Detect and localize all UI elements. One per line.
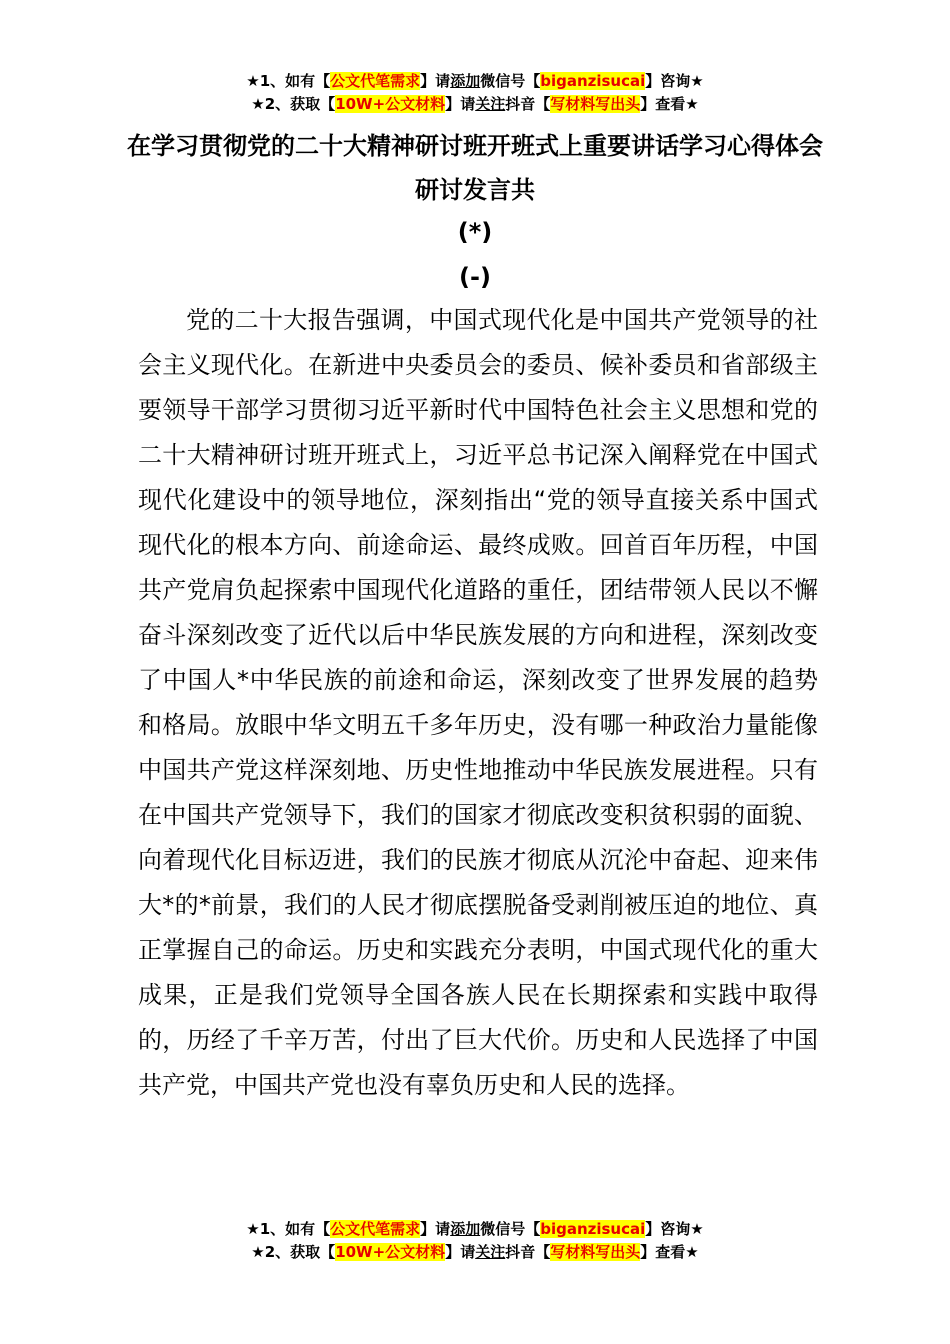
header-banner [0, 70, 950, 116]
banner-text: 】查看★ [640, 1243, 699, 1261]
underlined-text: 添加 [450, 72, 481, 90]
section-marker: (-) [459, 263, 491, 291]
banner-text: 】请 [420, 72, 451, 90]
banner-text: 】咨询★ [645, 72, 704, 90]
banner-text: ★2、获取【 [251, 1243, 336, 1261]
underlined-text: 添加 [450, 1220, 481, 1238]
document-title: 在学习贯彻党的二十大精神研讨班开班式上重要讲话学习心得体会研讨发言共 [127, 132, 823, 204]
highlight-douyin-id: 写材料写出头 [550, 95, 641, 113]
section-marker: (*) [457, 218, 493, 246]
banner-text: 】查看★ [640, 95, 699, 113]
banner-text: 微信号【 [480, 1220, 541, 1238]
highlight-materials: 10W+公文材料 [335, 95, 446, 113]
banner-text: 】请 [445, 95, 476, 113]
footer-banner [0, 1218, 950, 1264]
underlined-text: 关注 [475, 1243, 506, 1261]
underlined-text: 关注 [475, 95, 506, 113]
banner-text: 】请 [445, 1243, 476, 1261]
banner-text: 】咨询★ [645, 1220, 704, 1238]
banner-text: 】请 [420, 1220, 451, 1238]
highlight-service: 公文代笔需求 [330, 72, 421, 90]
banner-text: ★2、获取【 [251, 95, 336, 113]
banner-line-2 [0, 93, 950, 116]
banner-line-2 [0, 1241, 950, 1264]
highlight-wechat-id: biganzisucai [540, 72, 646, 90]
highlight-service: 公文代笔需求 [330, 1220, 421, 1238]
banner-text: 抖音【 [505, 1243, 551, 1261]
banner-text: 微信号【 [480, 72, 541, 90]
banner-text: ★1、如有【 [246, 1220, 331, 1238]
banner-text: ★1、如有【 [246, 72, 331, 90]
banner-text: 抖音【 [505, 95, 551, 113]
highlight-materials: 10W+公文材料 [335, 1243, 446, 1261]
body-paragraph: 党的二十大报告强调，中国式现代化是中国共产党领导的社会主义现代化。在新进中央委员会的委员、候补委员和省部级主要领导干部学习贯彻习近平新时代中国特色社会主义思想和党的二十大精神研讨班开班式上，习近平总书记深入阐释党在中国式现代化建设中的领导地位，深刻指出“党的领导直接关系中国式现代化的根本方向、前途命运、最终成败。回首百年历程，中国共产党肩负起探索中国现代化道路的重任，团结带领人民以不懈奋斗深刻改变了近代以后中华民族发展的方向和进程，深刻改变了中国人*中华民族的前途和命运，深刻改变了世界发展的趋势和格局。放眼中华文明五千多年历史，没有哪一种政治力量能像中国共产党这样深刻地、历史性地推动中华民族发展进程。只有在中国共产党领导下，我们的国家才彻底改变积贫积弱的面貌、向着现代化目标迈进，我们的民族才彻底从沉沦中奋起、迎来伟大*的*前景，我们的人民才彻底摆脱备受剥削被压迫的地位、真正掌握自己的命运。历史和实践充分表明，中国式现代化的重大成果，正是我们党领导全国各族人民在长期探索和实践中取得的，历经了千辛万苦，付出了巨大代价。历史和人民选择了中国共产党，中国共产党也没有辜负历史和人民的选择。 [138, 306, 818, 1099]
banner-line-1 [0, 1218, 950, 1241]
banner-line-1 [0, 70, 950, 93]
highlight-wechat-id: biganzisucai [540, 1220, 646, 1238]
highlight-douyin-id: 写材料写出头 [550, 1243, 641, 1261]
